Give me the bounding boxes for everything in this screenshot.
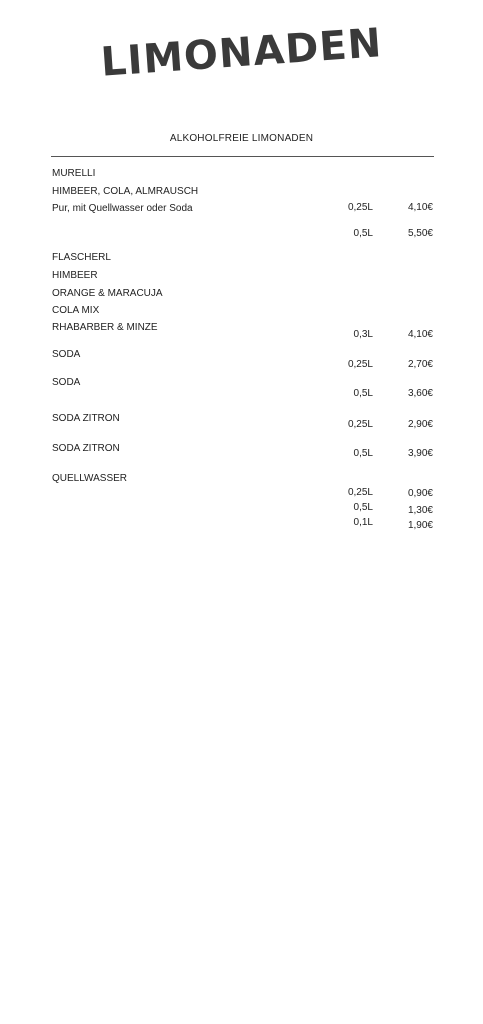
item-price: 4,10€	[407, 329, 433, 340]
item-volume: 0,5L	[353, 228, 373, 239]
item-name: QUELLWASSER	[52, 473, 128, 484]
item-price: 3,90€	[407, 448, 433, 459]
item-name: COLA MIX	[52, 305, 100, 316]
item-name: MURELLI	[52, 168, 96, 179]
item-name: FLASCHERL	[52, 252, 111, 263]
item-name: HIMBEER, COLA, ALMRAUSCH	[52, 186, 199, 197]
item-price: 1,90€	[407, 520, 433, 531]
item-name: RHABARBER & MINZE	[52, 322, 158, 333]
section-heading: ALKOHOLFREIE LIMONADEN	[169, 133, 314, 144]
item-name: SODA ZITRON	[52, 413, 120, 424]
item-name: SODA	[52, 377, 81, 388]
item-price: 4,10€	[407, 202, 433, 213]
item-volume: 0,25L	[347, 419, 373, 430]
page-title: LIMONADEN	[99, 20, 384, 86]
item-volume: 0,5L	[353, 388, 373, 399]
item-price: 5,50€	[407, 228, 433, 239]
item-price: 0,90€	[407, 488, 433, 499]
item-name: HIMBEER	[52, 270, 98, 281]
item-name: SODA	[52, 349, 81, 360]
item-price: 2,90€	[407, 419, 433, 430]
item-volume: 0,5L	[353, 448, 373, 459]
item-volume: 0,25L	[347, 487, 373, 498]
item-name: ORANGE & MARACUJA	[52, 288, 163, 299]
item-volume: 0,25L	[347, 202, 373, 213]
item-volume: 0,1L	[353, 517, 373, 528]
item-volume: 0,5L	[353, 502, 373, 513]
item-name: SODA ZITRON	[52, 443, 120, 454]
item-price: 1,30€	[407, 505, 433, 516]
item-volume: 0,3L	[353, 329, 373, 340]
item-price: 2,70€	[407, 359, 433, 370]
item-volume: 0,25L	[347, 359, 373, 370]
divider	[51, 156, 434, 157]
item-price: 3,60€	[407, 388, 433, 399]
item-description: Pur, mit Quellwasser oder Soda	[52, 203, 193, 214]
